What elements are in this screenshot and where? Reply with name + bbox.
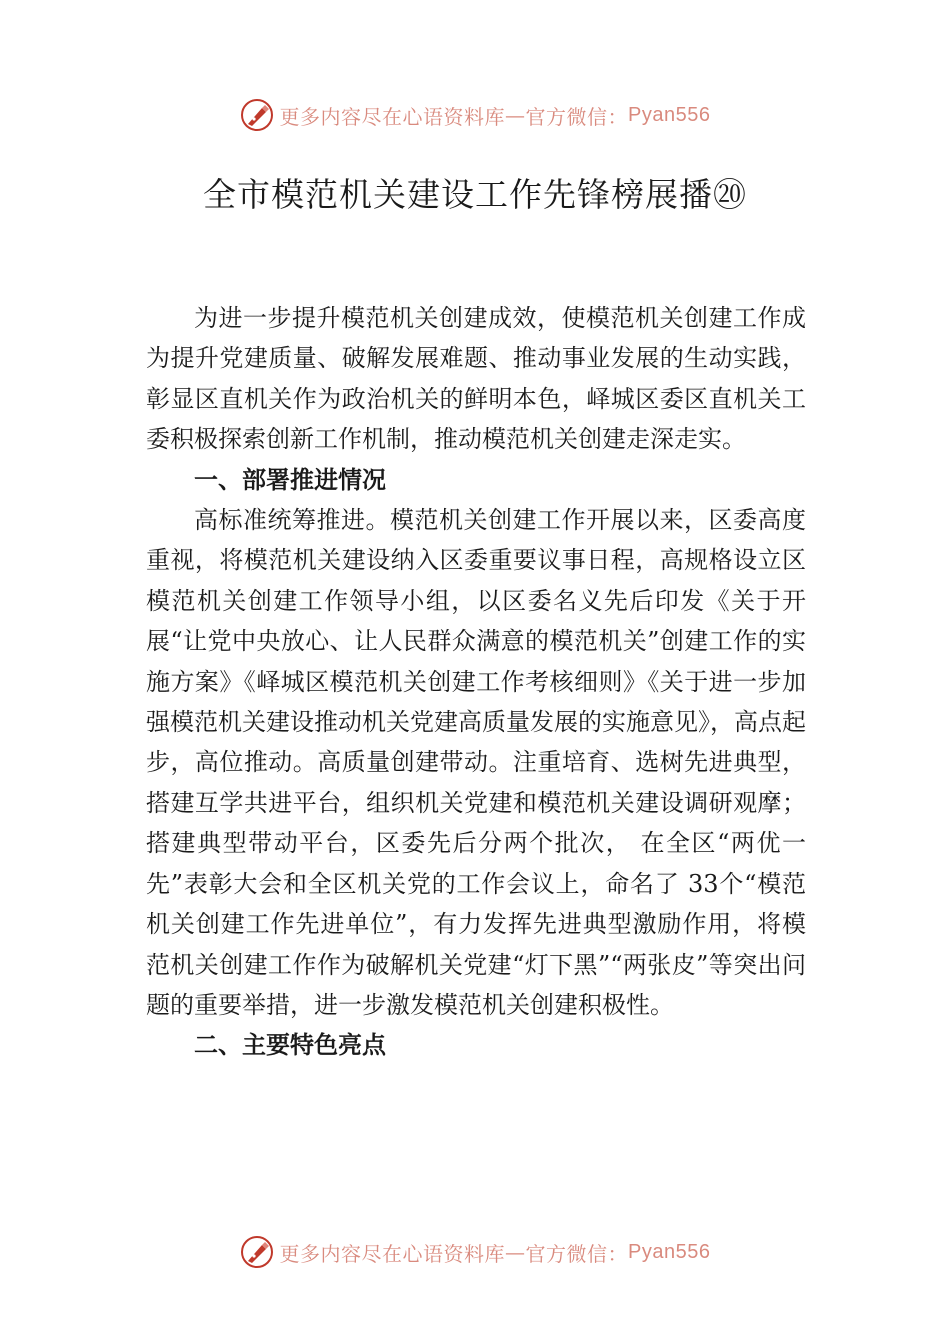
pen-nib-logo-icon [240,98,274,132]
banner-wechat-label: 官方微信： [525,1241,629,1266]
banner-wechat-label: 官方微信： [525,104,629,129]
body-paragraph: 高标准统筹推进。模范机关创建工作开展以来，区委高度重视，将模范机关建设纳入区委重要议事日程，高规格设立区模范机关创建工作领导小组，以区委名义先后印发《关于开展“让党中央放心、让人民群众满意的模范机关”创建工作的实施方案》《峄城区模范机关创建工作考核细则》《关于进一步加强模范机关建设推动机关党建高质量发展的实施意见》，高点起步，高位推动。高质量创建带动。注重培育、选树先进典型，搭建互学共进平台，组织机关党建和模范机关建设调研观摩；搭建典型带动平台，区委先后分两个批次， 在全区“两优一先”表彰大会和全区机关党的工作会议上，命名了 33个“模范机关创建工作先进单位”，有力发挥先进典型激励作用，将模范机关创建工作作为破解机关党建“灯下黑”“两张皮”等突出问题的重要举措，进一步激发模范机关创建积极性。 [146,506,806,1019]
pen-nib-logo-icon [240,1235,274,1269]
banner-dash: — [505,1240,526,1264]
document-title: 全市模范机关建设工作先锋榜展播⑳ [203,175,747,214]
banner-account: Pyan556 [628,1240,711,1263]
document-body [146,298,806,1066]
banner-site-name: 更多内容尽在心语资料库 [279,1241,506,1266]
section-heading-1: 一、部署推进情况 [194,465,386,494]
intro-paragraph: 为进一步提升模范机关创建成效，使模范机关创建工作成为提升党建质量、破解发展难题、推动事业发展的生动实践，彰显区直机关作为政治机关的鲜明本色，峄城区委区直机关工委积极探索创新工作机制，推动模范机关创建走深走实。 [146,304,806,454]
header-banner [0,95,950,135]
banner-dash: — [505,103,526,127]
banner-site-name: 更多内容尽在心语资料库 [279,104,506,129]
footer-banner [0,1232,950,1272]
section-heading-2: 二、主要特色亮点 [194,1031,386,1060]
banner-account: Pyan556 [628,103,711,126]
